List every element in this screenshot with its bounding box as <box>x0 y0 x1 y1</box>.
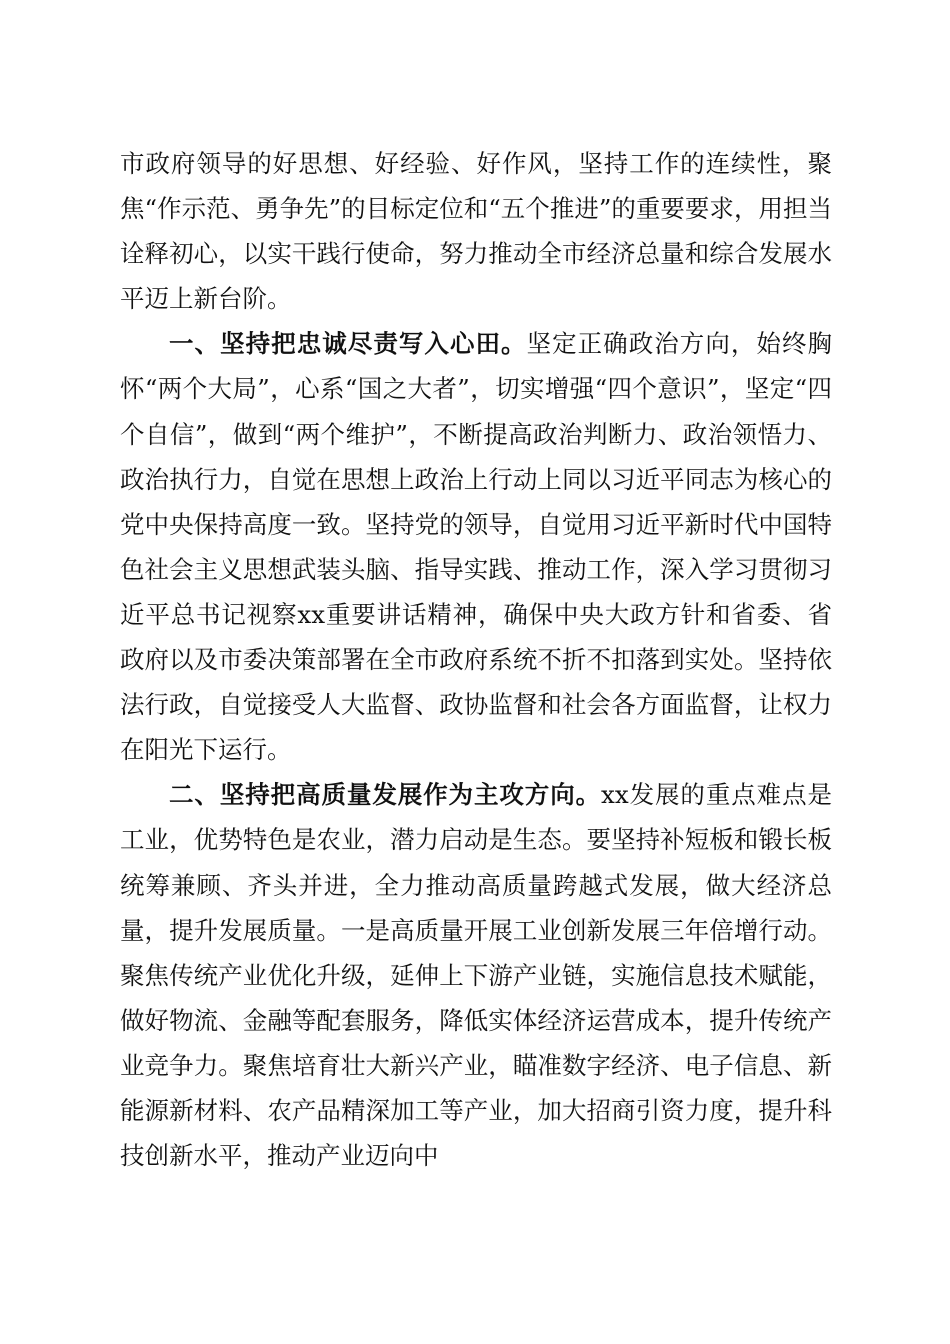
section-1-heading: 一、坚持把忠诚尽责写入心田。 <box>169 329 527 359</box>
section-2-heading: 二、坚持把高质量发展作为主攻方向。 <box>169 780 602 810</box>
section-1-paragraph <box>120 321 832 772</box>
section-1-text: 坚定正确政治方向，始终胸怀“两个大局”，心系“国之大者”，切实增强“四个意识”，坚定“四个自信”，做到“两个维护”，不断提高政治判断力、政治领悟力、政治执行力，自觉在思想上政治上行动上同以习近平同志为核心的党中央保持高度一致。坚持党的领导，自觉用习近平新时代中国特色社会主义思想武装头脑、指导实践、推动工作，深入学习贯彻习近平总书记视察xx重要讲话精神，确保中央大政方针和省委、省政府以及市委决策部署在全市政府系统不折不扣落到实处。坚持依法行政，自觉接受人大监督、政协监督和社会各方面监督，让权力在阳光下运行。 <box>120 329 833 765</box>
section-2-paragraph <box>120 772 832 1178</box>
section-2-text: xx发展的重点难点是工业，优势特色是农业，潜力启动是生态。要坚持补短板和锻长板统筹兼顾、齐头并进，全力推动高质量跨越式发展，做大经济总量，提升发展质量。一是高质量开展工业创新发展三年倍增行动。聚焦传统产业优化升级，延伸上下游产业链，实施信息技术赋能，做好物流、金融等配套服务，降低实体经济运营成本，提升传统产业竞争力。聚焦培育壮大新兴产业，瞄准数字经济、电子信息、新能源新材料、农产品精深加工等产业，加大招商引资力度，提升科技创新水平，推动产业迈向中 <box>120 780 832 1171</box>
document-body <box>120 141 832 1178</box>
intro-paragraph: 市政府领导的好思想、好经验、好作风，坚持工作的连续性，聚焦“作示范、勇争先”的目标定位和“五个推进”的重要要求，用担当诠释初心，以实干践行使命，努力推动全市经济总量和综合发展水平迈上新台阶。 <box>120 149 832 314</box>
